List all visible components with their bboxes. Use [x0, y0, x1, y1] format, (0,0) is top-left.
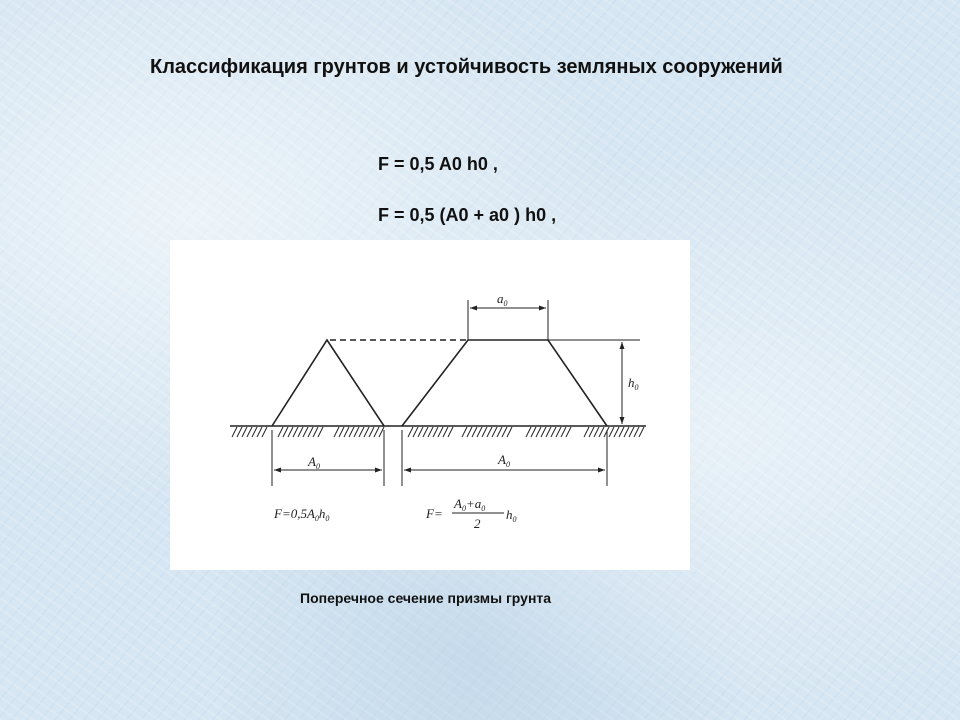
- hatch-stroke: [438, 427, 443, 437]
- hatch-stroke: [334, 427, 339, 437]
- triangle-prism: [272, 340, 384, 426]
- figure-formula-left: $F=0,5A_0h_0$: [274, 506, 330, 523]
- slide-title: Классификация грунтов и устойчивость земляных сооружений: [150, 56, 783, 78]
- formula-triangle: F = 0,5 A0 h0 ,: [378, 154, 498, 174]
- hatch-stroke: [556, 427, 561, 437]
- hatch-stroke: [418, 427, 423, 437]
- hatch-stroke: [339, 427, 344, 437]
- hatch-stroke: [283, 427, 288, 437]
- cross-section-diagram: [170, 240, 690, 570]
- arrowheads: [274, 306, 625, 473]
- figure-formula-right-denominator: 2: [474, 516, 481, 531]
- hatch-stroke: [619, 427, 624, 437]
- hatch-stroke: [257, 427, 262, 437]
- label-A0-right: $A_0$: [498, 452, 510, 469]
- hatch-stroke: [428, 427, 433, 437]
- hatch-stroke: [354, 427, 359, 437]
- hatch-stroke: [536, 427, 541, 437]
- hatch-stroke: [252, 427, 257, 437]
- label-A0-left: $A_0$: [308, 454, 320, 471]
- hatch-stroke: [584, 427, 589, 437]
- formula-trapezoid: F = 0,5 (A0 + a0 ) h0 ,: [378, 205, 557, 225]
- hatch-stroke: [629, 427, 634, 437]
- hatch-stroke: [482, 427, 487, 437]
- hatch-stroke: [364, 427, 369, 437]
- hatch-stroke: [433, 427, 438, 437]
- hatch-stroke: [318, 427, 323, 437]
- hatch-stroke: [359, 427, 364, 437]
- label-h0: $h_0$: [628, 375, 639, 392]
- hatch-stroke: [541, 427, 546, 437]
- hatch-stroke: [374, 427, 379, 437]
- figure-formula-right-numerator: $A_0+a_0$: [454, 496, 486, 513]
- hatch-stroke: [369, 427, 374, 437]
- hatch-stroke: [408, 427, 413, 437]
- hatch-stroke: [308, 427, 313, 437]
- hatch-stroke: [344, 427, 349, 437]
- hatch-stroke: [477, 427, 482, 437]
- hatch-stroke: [492, 427, 497, 437]
- label-a0: $a_0$: [497, 291, 508, 308]
- figure-formula-right-prefix: F=: [426, 506, 443, 521]
- hatch-stroke: [551, 427, 556, 437]
- hatch-stroke: [443, 427, 448, 437]
- hatch-stroke: [487, 427, 492, 437]
- hatch-stroke: [293, 427, 298, 437]
- hatch-stroke: [467, 427, 472, 437]
- hatch-stroke: [349, 427, 354, 437]
- hatch-stroke: [566, 427, 571, 437]
- figure-formula-right-h: $h_0$: [506, 507, 517, 524]
- hatch-stroke: [546, 427, 551, 437]
- hatch-stroke: [242, 427, 247, 437]
- hatch-stroke: [448, 427, 453, 437]
- hatch-stroke: [298, 427, 303, 437]
- hatch-stroke: [237, 427, 242, 437]
- hatch-stroke: [313, 427, 318, 437]
- hatch-stroke: [614, 427, 619, 437]
- hatch-stroke: [232, 427, 237, 437]
- hatch-stroke: [561, 427, 566, 437]
- hatch-stroke: [531, 427, 536, 437]
- hatch-stroke: [247, 427, 252, 437]
- hatch-stroke: [502, 427, 507, 437]
- hatch-stroke: [278, 427, 283, 437]
- hatch-stroke: [639, 427, 644, 437]
- hatch-stroke: [288, 427, 293, 437]
- figure-caption: Поперечное сечение призмы грунта: [300, 590, 552, 606]
- ground-hatching: [232, 427, 644, 437]
- hatch-stroke: [472, 427, 477, 437]
- hatch-stroke: [594, 427, 599, 437]
- trapezoid-prism: [402, 340, 607, 426]
- hatch-stroke: [423, 427, 428, 437]
- hatch-stroke: [624, 427, 629, 437]
- hatch-stroke: [634, 427, 639, 437]
- hatch-stroke: [497, 427, 502, 437]
- cross-section-figure: [170, 240, 690, 570]
- hatch-stroke: [599, 427, 604, 437]
- hatch-stroke: [507, 427, 512, 437]
- hatch-stroke: [609, 427, 614, 437]
- hatch-stroke: [379, 427, 384, 437]
- hatch-stroke: [526, 427, 531, 437]
- hatch-stroke: [303, 427, 308, 437]
- hatch-stroke: [589, 427, 594, 437]
- hatch-stroke: [462, 427, 467, 437]
- hatch-stroke: [413, 427, 418, 437]
- hatch-stroke: [262, 427, 267, 437]
